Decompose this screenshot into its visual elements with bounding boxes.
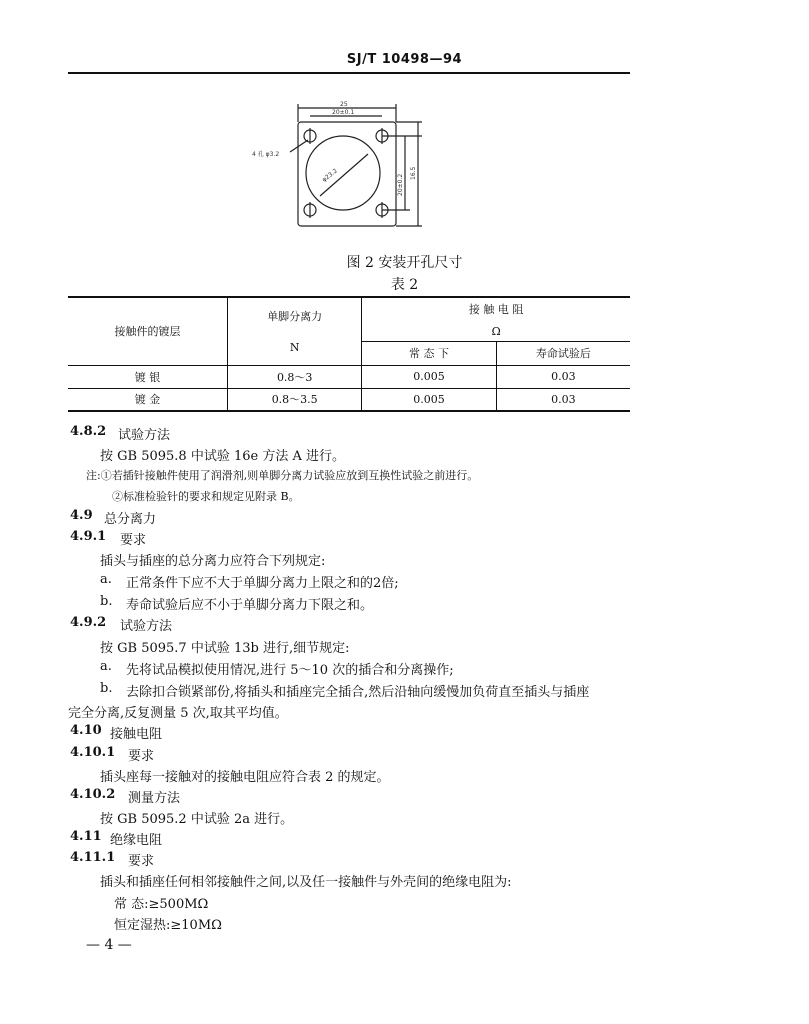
col-plating-header: 接触件的镀层 [68, 297, 228, 365]
right-dim-label: 16.5 [410, 166, 417, 180]
list-marker: a. [100, 572, 112, 587]
paragraph: 插头和插座任何相邻接触件之间,以及任一接触件与外壳间的绝缘电阻为: [100, 875, 512, 890]
resistance-unit: Ω [491, 324, 501, 338]
section-number: 4.10.1 [70, 745, 116, 760]
force-cell: 0.8～3 [228, 365, 362, 388]
table-row [68, 388, 630, 411]
section-title: 接触电阻 [110, 727, 163, 742]
after-life-cell: 0.03 [551, 392, 576, 406]
section-number: 4.9 [70, 508, 93, 523]
after-life-cell: 0.03 [551, 370, 576, 383]
paragraph: 插头座每一接触对的接触电阻应符合表 2 的规定。 [100, 770, 390, 785]
section-title: 总分离力 [104, 512, 157, 527]
paragraph: 按 GB 5095.7 中试验 13b 进行,细节规定: [100, 641, 350, 656]
section-title: 试验方法 [120, 619, 173, 634]
list-marker: b. [100, 681, 113, 696]
section-number: 4.8.2 [70, 424, 107, 439]
contact-table [68, 296, 630, 412]
list-item: 去除扣合锁紧部份,将插头和插座完全插合,然后沿轴向缓慢加负荷直至插头与插座 [126, 685, 590, 700]
section-number: 4.10 [70, 723, 102, 738]
note: 注:①若插针接触件使用了润滑剂,则单脚分离力试验应放到互换性试验之前进行。 [86, 469, 479, 482]
figure-caption: 图 2 安装开孔尺寸 [346, 255, 463, 271]
section-number: 4.9.2 [70, 615, 107, 630]
section-title: 要求 [128, 854, 155, 869]
paragraph: 插头与插座的总分离力应符合下列规定: [100, 554, 326, 569]
standard-code: SJ/T 10498—94 [346, 52, 463, 67]
section-title: 要求 [128, 749, 155, 764]
header-rule [68, 72, 630, 74]
condition-normal: 常 态:≥500MΩ [114, 897, 209, 912]
list-item-continued: 完全分离,反复测量 5 次,取其平均值。 [68, 706, 288, 721]
section-number: 4.11.1 [70, 850, 116, 865]
section-number: 4.11 [70, 829, 102, 844]
normal-cell: 0.005 [362, 388, 496, 411]
section-title: 绝缘电阻 [110, 833, 163, 848]
diameter-label: φ23.2 [320, 167, 339, 184]
list-item: 先将试品模拟使用情况,进行 5～10 次的插合和分离操作; [126, 663, 454, 678]
normal-cell: 0.005 [362, 365, 496, 388]
force-cell: 0.8～3.5 [228, 388, 362, 411]
plating-cell: 镀 银 [68, 365, 228, 388]
plating-cell: 镀 金 [68, 388, 228, 411]
note: ②标准检验针的要求和规定见附录 B。 [112, 490, 300, 503]
section-number: 4.10.2 [70, 787, 116, 802]
paragraph: 按 GB 5095.2 中试验 2a 进行。 [100, 812, 294, 827]
section-number: 4.9.1 [70, 529, 107, 544]
table-row [68, 365, 630, 388]
list-marker: b. [100, 594, 113, 609]
force-unit: N [228, 341, 362, 365]
col-force-header: 单脚分离力 [228, 297, 362, 341]
col-resistance-header [362, 297, 630, 341]
page-number: — 4 — [86, 937, 132, 953]
top-inner-label: 20±0.1 [332, 109, 355, 116]
table-title: 表 2 [390, 277, 419, 293]
top-outer-label: 25 [340, 101, 348, 108]
mounting-hole-figure [250, 100, 450, 236]
mounting-hole-drawing [250, 100, 450, 236]
list-item: 寿命试验后应不小于单脚分离力下限之和。 [126, 598, 374, 613]
paragraph: 按 GB 5095.8 中试验 16e 方法 A 进行。 [100, 449, 345, 464]
section-title: 测量方法 [128, 791, 181, 806]
list-item: 正常条件下应不大于单脚分离力上限之和的2倍; [126, 576, 399, 591]
condition-humid: 恒定湿热:≥10MΩ [114, 918, 222, 933]
right-outer-label: 20±0.2 [397, 173, 404, 196]
col-after-life-header: 寿命试验后 [535, 347, 591, 360]
section-title: 试验方法 [118, 428, 171, 443]
section-title: 要求 [120, 533, 147, 548]
col-normal-header: 常 态 下 [362, 341, 496, 365]
list-marker: a. [100, 659, 112, 674]
hole-label: 4 孔 φ3.2 [252, 151, 280, 158]
resistance-title: 接 触 电 阻 [468, 302, 524, 316]
